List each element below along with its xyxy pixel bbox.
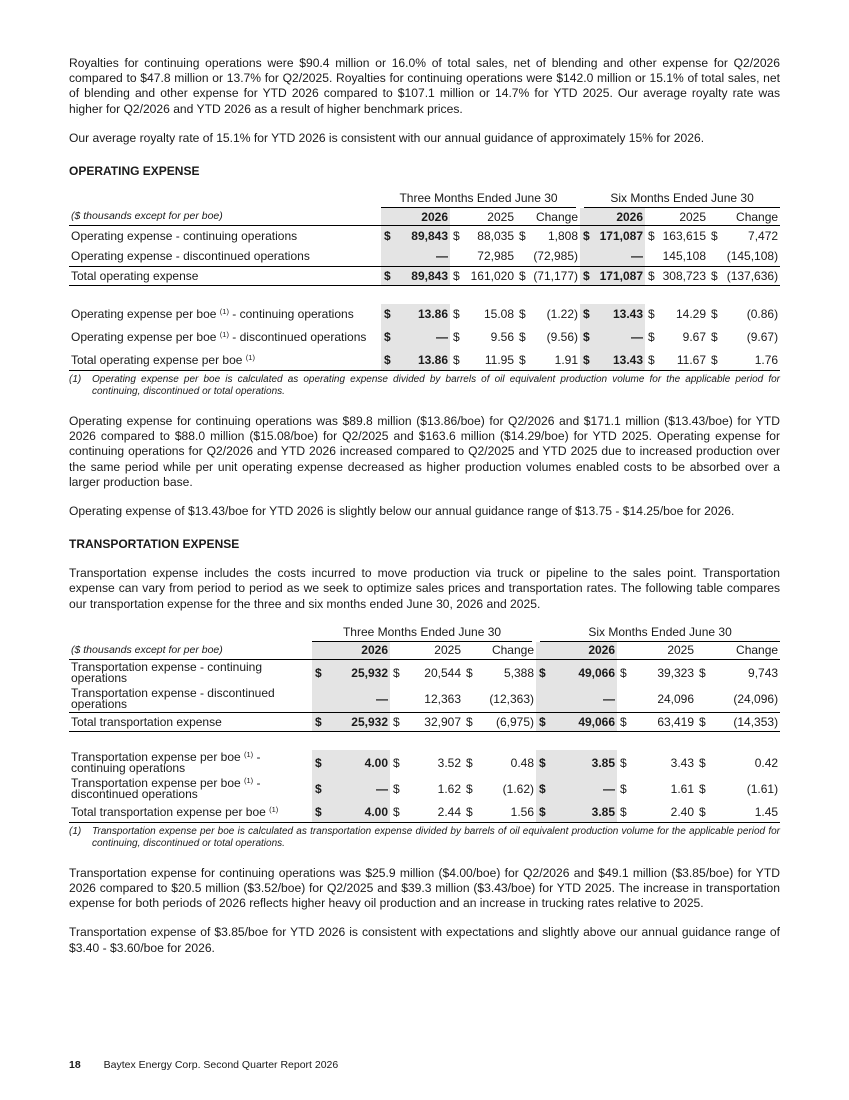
currency-symbol	[390, 686, 405, 713]
opex-units-label: ($ thousands except for per boe)	[69, 208, 381, 226]
cell-value: (24,096)	[733, 691, 779, 706]
currency-symbol: $	[466, 755, 473, 770]
row-label: Total transportation expense	[69, 712, 312, 731]
transport-six-months-header: Six Months Ended June 30	[536, 623, 780, 642]
currency-symbol: $	[381, 350, 394, 371]
transport-col-2026-q: 2026	[327, 641, 390, 659]
currency-symbol: $	[696, 802, 711, 823]
cell-value: 161,020	[463, 267, 516, 286]
currency-symbol: $	[708, 350, 721, 371]
cell-value: 308,723	[658, 267, 708, 286]
currency-symbol: $	[536, 659, 551, 686]
cell-value: 25,932	[327, 659, 390, 686]
row-label: Transportation expense - continuing operations	[71, 659, 263, 685]
currency-symbol: $	[390, 712, 405, 731]
opex-paragraph-2: Operating expense of $13.43/boe for YTD 2026 is slightly below our annual guidance range of $13.75 - $14.25/boe for 2026.	[69, 504, 735, 519]
currency-symbol: $	[580, 304, 593, 324]
currency-symbol: $	[312, 776, 327, 802]
transport-footnote-text: Transportation expense per boe is calculated as transportation expense divided by barrels of oil equivalent production volume for the applicable period for continuing, discontinued or total operations.	[92, 825, 780, 849]
cell-value: 7,472	[748, 229, 779, 244]
currency-symbol: $	[620, 665, 627, 680]
currency-symbol: $	[519, 229, 526, 244]
currency-symbol: $	[580, 324, 593, 350]
cell-value: 49,066	[551, 712, 617, 731]
cell-value: 24,096	[657, 691, 695, 706]
cell-value: 1,808	[547, 229, 579, 244]
currency-symbol: $	[580, 226, 593, 247]
cell-value: (137,636)	[721, 267, 780, 286]
currency-symbol	[312, 686, 327, 713]
row-label: Operating expense per boe $^{(1)}$ - discontinued operations	[71, 329, 367, 344]
transportation-intro-paragraph: Transportation expense includes the costs incurred to move production via truck or pipeline to the sales point. Transportation expense can vary from period to period as we seek to optimize sales prices and transportation rates. The following table compares our transportation expense for the three and six months ended June 30, 2026 and 2025.	[69, 566, 780, 611]
cell-value: (12,363)	[489, 691, 535, 706]
cell-value: 3.85	[551, 802, 617, 823]
transport-col-2026-ytd: 2026	[551, 641, 617, 659]
transport-paragraph-2: Transportation expense of $3.85/boe for YTD 2026 is consistent with expectations and slightly above our annual guidance range of $3.40 - $3.60/boe for 2026.	[69, 925, 780, 955]
cell-value: 3.43	[670, 755, 695, 770]
cell-value: 3.85	[551, 750, 617, 776]
currency-symbol: $	[648, 307, 655, 322]
currency-symbol: $	[466, 781, 473, 796]
currency-symbol	[463, 686, 478, 713]
cell-value: 0.48	[510, 755, 535, 770]
currency-symbol: $	[536, 750, 551, 776]
cell-value: (72,985)	[533, 249, 579, 264]
transport-col-2025-q: 2025	[405, 641, 463, 659]
cell-value: 171,087	[593, 226, 645, 247]
row-label: Transportation expense per boe $^{(1)}$ - discontinued operations	[71, 775, 261, 801]
cell-value: 1.61	[670, 781, 695, 796]
currency-symbol: $	[699, 781, 706, 796]
currency-symbol	[617, 686, 632, 713]
table-row	[69, 750, 780, 776]
cell-value: 14.29	[675, 307, 707, 322]
cell-value: 11.95	[463, 350, 516, 371]
currency-symbol: $	[393, 781, 400, 796]
currency-symbol: $	[381, 267, 394, 286]
cell-value: 9,743	[748, 665, 779, 680]
table-row	[69, 712, 780, 731]
cell-value: 13.43	[593, 304, 645, 324]
transport-col-change-ytd: Change	[711, 641, 780, 659]
cell-value: 2.44	[405, 802, 463, 823]
row-label: Operating expense - continuing operations	[71, 229, 298, 244]
royalty-paragraph-2: Our average royalty rate of 15.1% for YTD 2026 is consistent with our annual guidance of approximately 15% for 2026.	[69, 130, 705, 145]
cell-value: 39,323	[657, 665, 695, 680]
currency-symbol: $	[393, 665, 400, 680]
currency-symbol: $	[450, 350, 463, 371]
currency-symbol: $	[381, 226, 394, 247]
cell-value: —	[551, 686, 617, 713]
page-number: 18	[69, 1059, 81, 1071]
cell-value: (71,177)	[529, 267, 580, 286]
currency-symbol: $	[699, 755, 706, 770]
currency-symbol: $	[312, 802, 327, 823]
currency-symbol: $	[711, 229, 718, 244]
currency-symbol: $	[648, 330, 655, 345]
opex-col-2026-q: 2026	[394, 208, 450, 226]
cell-value: 63,419	[632, 712, 696, 731]
currency-symbol	[696, 686, 711, 713]
cell-value: (9.67)	[746, 330, 779, 345]
transportation-expense-heading: TRANSPORTATION EXPENSE	[69, 537, 240, 552]
currency-symbol: $	[699, 665, 706, 680]
table-row	[69, 246, 780, 267]
currency-symbol: $	[648, 229, 655, 244]
cell-value: 88,035	[477, 229, 514, 244]
currency-symbol: $	[393, 755, 400, 770]
currency-symbol: $	[516, 350, 529, 371]
cell-value: (6,975)	[478, 712, 536, 731]
cell-value: 32,907	[405, 712, 463, 731]
currency-symbol: $	[453, 330, 460, 345]
currency-symbol	[536, 686, 551, 713]
cell-value: 1.91	[529, 350, 580, 371]
transport-three-months-header: Three Months Ended June 30	[312, 623, 536, 642]
currency-symbol	[381, 246, 394, 267]
currency-symbol: $	[466, 665, 473, 680]
transport-col-change-q: Change	[478, 641, 536, 659]
row-label: Transportation expense - discontinued operations	[71, 685, 275, 711]
cell-value: (1.22)	[546, 307, 579, 322]
opex-footnote-number: (1)	[69, 374, 82, 386]
cell-value: 1.56	[478, 802, 536, 823]
cell-value: (9.56)	[546, 330, 579, 345]
cell-value: 4.00	[327, 750, 390, 776]
report-page	[69, 56, 780, 956]
operating-expense-heading: OPERATING EXPENSE	[69, 164, 200, 179]
cell-value: —	[327, 776, 390, 802]
currency-symbol: $	[390, 802, 405, 823]
currency-symbol: $	[645, 267, 658, 286]
cell-value: 13.43	[593, 350, 645, 371]
cell-value: 3.52	[437, 755, 461, 770]
cell-value: 4.00	[327, 802, 390, 823]
royalty-paragraph-1: Royalties for continuing operations were $90.4 million or 16.0% of total sales, net of blending and other expense for Q2/2026 compared to $47.8 million or 13.7% for Q2/2025. Royalties for continuing operations were $142.0 million or 15.1% of total sales, net of blending and other expense for YTD 2026 compared to $107.1 million or 14.7% for YTD 2025. Our average royalty rate was higher for Q2/2026 and YTD 2026 as a result of higher benchmark prices.	[69, 56, 780, 116]
cell-value: (145,108)	[726, 249, 779, 264]
row-label: Transportation expense per boe $^{(1)}$ - continuing operations	[71, 749, 261, 775]
currency-symbol: $	[312, 712, 327, 731]
cell-value: —	[327, 686, 390, 713]
transport-units-label: ($ thousands except for per boe)	[69, 641, 312, 659]
transport-footnote-number: (1)	[69, 825, 82, 837]
row-label: Operating expense - discontinued operations	[71, 249, 310, 264]
row-label: Total operating expense	[69, 267, 381, 286]
opex-six-months-header: Six Months Ended June 30	[580, 189, 780, 208]
currency-symbol: $	[312, 750, 327, 776]
currency-symbol: $	[617, 802, 632, 823]
table-row	[69, 267, 780, 286]
currency-symbol: $	[580, 350, 593, 371]
table-row	[69, 659, 780, 686]
currency-symbol: $	[463, 712, 478, 731]
currency-symbol: $	[536, 776, 551, 802]
cell-value: —	[551, 776, 617, 802]
opex-three-months-header: Three Months Ended June 30	[381, 189, 580, 208]
cell-value: 72,985	[477, 249, 514, 264]
opex-paragraph-1: Operating expense for continuing operations was $89.8 million ($13.86/boe) for Q2/2026 and $171.1 million ($13.43/boe) for YTD 2026 compared to $88.0 million ($15.08/boe) for Q2/2025 and $163.6 million ($14.29/boe) for YTD 2025. Operating expense for continuing operations for Q2/2026 and YTD 2026 increased compared to Q2/2025 and YTD 2025 due to increased production over the same period while per unit operating expense decreased as higher production volumes enabled costs to be absorbed over a larger production base.	[69, 414, 780, 489]
cell-value: 5,388	[503, 665, 535, 680]
opex-footnote	[69, 374, 780, 398]
table-row	[69, 776, 780, 802]
table-row	[69, 324, 780, 350]
cell-value: 2.40	[632, 802, 696, 823]
currency-symbol: $	[711, 307, 718, 322]
transport-col-2025-ytd: 2025	[632, 641, 696, 659]
cell-value: 1.45	[711, 802, 780, 823]
cell-value: 145,108	[662, 249, 707, 264]
table-row	[69, 802, 780, 823]
table-row	[69, 686, 780, 713]
cell-value: 11.67	[658, 350, 708, 371]
currency-symbol: $	[620, 755, 627, 770]
currency-symbol: $	[580, 267, 593, 286]
table-row	[69, 350, 780, 371]
currency-symbol: $	[617, 712, 632, 731]
opex-col-change-q: Change	[529, 208, 580, 226]
currency-symbol: $	[708, 267, 721, 286]
cell-value: 89,843	[394, 226, 450, 247]
cell-value: 13.86	[394, 304, 450, 324]
transportation-expense-table	[69, 623, 780, 823]
cell-value: 9.67	[682, 330, 707, 345]
cell-value: —	[394, 324, 450, 350]
currency-symbol: $	[536, 802, 551, 823]
table-row	[69, 226, 780, 247]
cell-value: 89,843	[394, 267, 450, 286]
currency-symbol: $	[312, 659, 327, 686]
operating-expense-table	[69, 189, 780, 371]
cell-value: 9.56	[490, 330, 514, 345]
cell-value: (0.86)	[746, 307, 779, 322]
currency-symbol: $	[711, 330, 718, 345]
cell-value: 0.42	[754, 755, 779, 770]
cell-value: (1.62)	[502, 781, 535, 796]
cell-value: 15.08	[483, 307, 514, 322]
transport-footnote	[69, 826, 780, 850]
currency-symbol	[708, 246, 721, 267]
currency-symbol: $	[381, 304, 394, 324]
opex-col-change-ytd: Change	[721, 208, 780, 226]
cell-value: 1.76	[721, 350, 780, 371]
table-row	[69, 304, 780, 324]
page-footer	[69, 1059, 338, 1071]
cell-value: 163,615	[662, 229, 707, 244]
report-title: Baytex Energy Corp. Second Quarter Report 2026	[103, 1059, 339, 1071]
cell-value: (1.61)	[746, 781, 779, 796]
opex-footnote-text: Operating expense per boe is calculated as operating expense divided by barrels of oil equivalent production volume for the applicable period for continuing, discontinued or total operations.	[92, 374, 780, 398]
cell-value: —	[593, 246, 645, 267]
currency-symbol: $	[453, 229, 460, 244]
transport-paragraph-1: Transportation expense for continuing operations was $25.9 million ($4.00/boe) for Q2/2026 and $49.1 million ($3.85/boe) for YTD 2026 compared to $20.5 million ($3.52/boe) for Q2/2025 and $39.3 million ($3.43/boe) for YTD 2025. The increase in transportation expense for both periods of 2026 reflects higher heavy oil production and an increase in trucking rates relative to 2025.	[69, 865, 780, 911]
row-label: Operating expense per boe $^{(1)}$ - continuing operations	[71, 307, 354, 322]
currency-symbol	[645, 246, 658, 267]
cell-value: 25,932	[327, 712, 390, 731]
currency-symbol: $	[463, 802, 478, 823]
currency-symbol: $	[381, 324, 394, 350]
cell-value: 20,544	[424, 665, 461, 680]
currency-symbol: $	[450, 267, 463, 286]
row-label: Total transportation expense per boe $^{(1)}$	[69, 802, 312, 823]
cell-value: —	[394, 246, 450, 267]
row-label: Total operating expense per boe $^{(1)}$	[69, 350, 381, 371]
cell-value: (14,353)	[711, 712, 780, 731]
currency-symbol: $	[620, 781, 627, 796]
currency-symbol	[450, 246, 463, 267]
currency-symbol: $	[519, 307, 526, 322]
opex-col-2025-q: 2025	[463, 208, 516, 226]
currency-symbol: $	[645, 350, 658, 371]
opex-col-2025-ytd: 2025	[658, 208, 708, 226]
opex-col-2026-ytd: 2026	[593, 208, 645, 226]
currency-symbol: $	[536, 712, 551, 731]
cell-value: —	[593, 324, 645, 350]
currency-symbol	[516, 246, 529, 267]
currency-symbol	[580, 246, 593, 267]
cell-value: 49,066	[551, 659, 617, 686]
currency-symbol: $	[519, 330, 526, 345]
currency-symbol: $	[453, 307, 460, 322]
cell-value: 1.62	[437, 781, 461, 796]
currency-symbol: $	[696, 712, 711, 731]
cell-value: 171,087	[593, 267, 645, 286]
cell-value: 12,363	[424, 691, 461, 706]
cell-value: 13.86	[394, 350, 450, 371]
currency-symbol: $	[516, 267, 529, 286]
